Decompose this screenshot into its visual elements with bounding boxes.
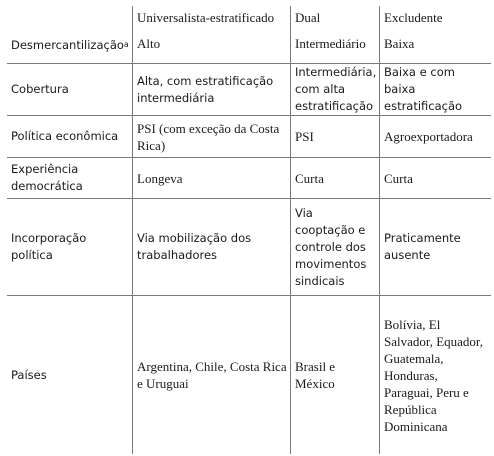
cell-politica-excludente: Agroexportadora	[384, 129, 473, 144]
cell-experiencia-universalista: Longeva	[137, 170, 183, 186]
row-label-incorporacao-politica: Incorporação política	[11, 231, 87, 262]
cell-experiencia-dual: Curta	[295, 170, 324, 186]
cell-desmercantilizacao-excludente: Baixa	[384, 35, 415, 51]
cell-incorporacao-excludente: Praticamente ausente	[384, 231, 461, 262]
cell-experiencia-excludente: Curta	[384, 170, 413, 186]
column-divider	[379, 6, 380, 454]
row-label-cobertura: Cobertura	[11, 82, 69, 96]
column-header-universalista: Universalista-estratificado	[137, 9, 275, 25]
cell-desmercantilizacao-dual: Intermediário	[295, 35, 366, 51]
row-label-politica-economica: Política econômica	[11, 129, 119, 143]
row-label-text: Desmercantilização	[11, 37, 124, 52]
cell-paises-excludente: Bolívia, El Salvador, Equador, Guatemala, Honduras, Paraguai, Peru e República Dominicana	[384, 316, 483, 434]
cell-politica-universalista: PSI (com exceção da Costa Rica)	[137, 120, 280, 153]
cell-desmercantilizacao-universalista: Alto	[137, 35, 161, 51]
cell-paises-dual: Brasil e México	[295, 359, 336, 391]
cell-cobertura-dual: Intermediária, com alta estratificação	[295, 65, 377, 113]
cell-cobertura-excludente: Baixa e com baixa estratificação	[384, 65, 463, 113]
cell-incorporacao-universalista: Via mobilização dos trabalhadores	[137, 231, 252, 262]
row-label-paises: Países	[11, 367, 47, 382]
column-divider	[290, 6, 291, 454]
cell-cobertura-universalista: Alta, com estratificação intermediária	[137, 73, 274, 105]
row-label-desmercantilizacao: Desmercantilização a	[11, 37, 129, 52]
column-header-excludente: Excludente	[384, 9, 443, 25]
column-divider	[132, 6, 133, 454]
cell-incorporacao-dual: Via cooptação e controle dos movimentos sindicais	[295, 205, 367, 288]
cell-politica-dual: PSI	[295, 129, 314, 144]
row-label-experiencia-democratica: Experiência democrática	[11, 162, 83, 193]
column-header-dual: Dual	[295, 9, 321, 25]
cell-paises-universalista: Argentina, Chile, Costa Rica e Uruguai	[137, 359, 287, 391]
